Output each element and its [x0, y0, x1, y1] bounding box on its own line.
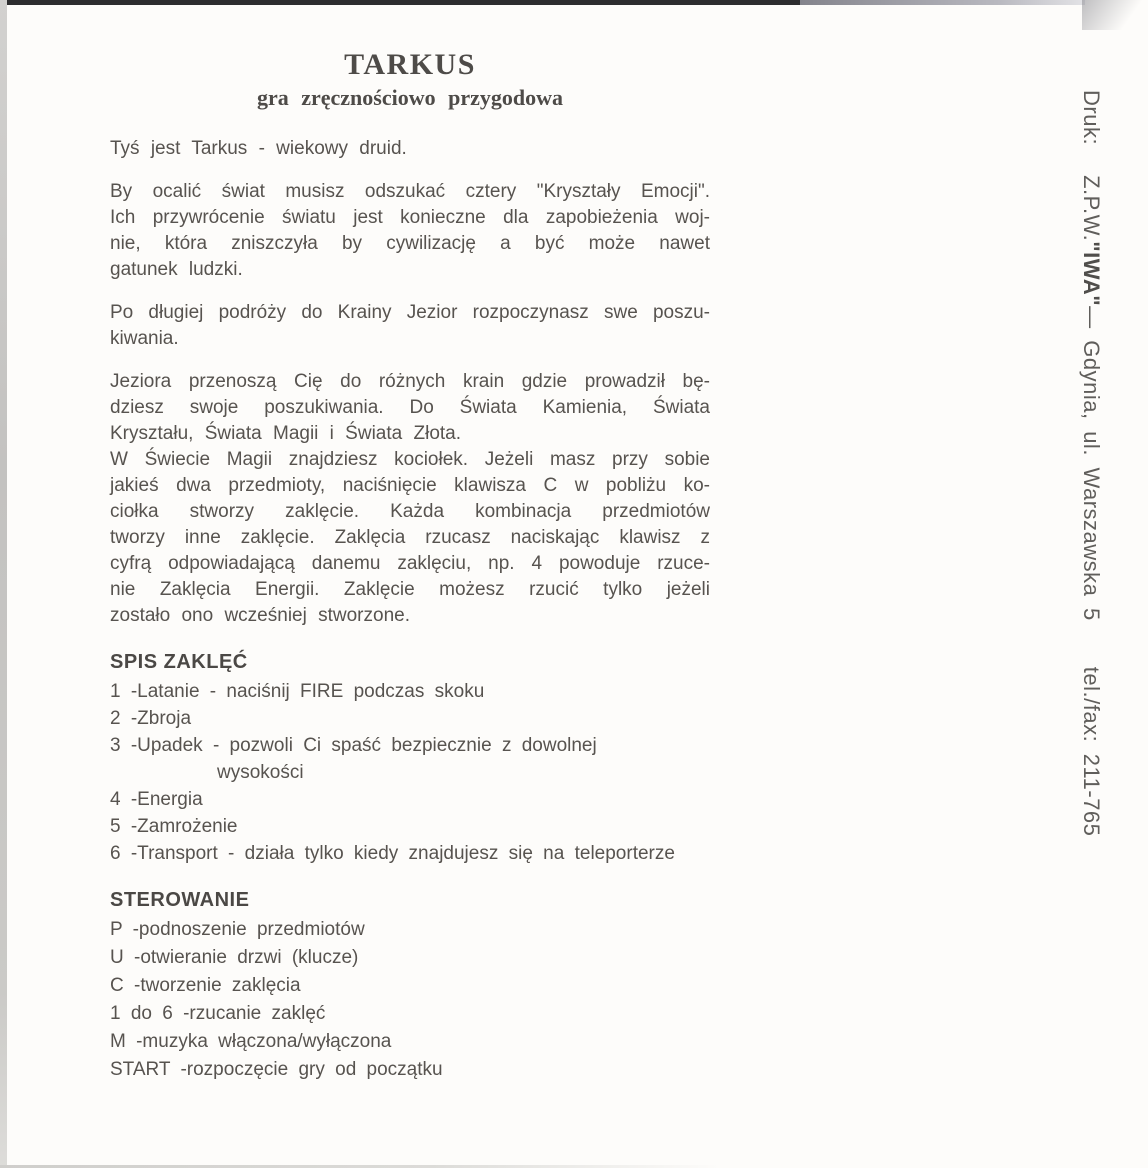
imprint-segment: — Gdynia, ul. Warszawska 5 [1079, 306, 1104, 621]
scan-edge-top-dark [0, 0, 800, 5]
control-item: M -muzyka włączona/wyłączona [110, 1031, 392, 1052]
control-item: U -otwieranie drzwi (klucze) [110, 947, 359, 968]
spells-section [110, 649, 710, 867]
text-line: By ocalić świat musisz odszukać cztery "Kryształy Emocji". [110, 181, 710, 202]
text-line: nie, która zniszczyła by cywilizację a być może nawet [110, 233, 710, 254]
spell-item: 4 -Energia [110, 789, 203, 810]
title-block [110, 48, 710, 112]
spell-item: 6 -Transport - działa tylko kiedy znajdujesz się na teleporterze [110, 843, 675, 864]
spells-list [110, 678, 710, 867]
text-line: tworzy inne zaklęcie. Zaklęcia rzucasz naciskając klawisz z [110, 527, 710, 548]
imprint-segment: "IWA" [1079, 241, 1104, 307]
text-line: Kryształu, Świata Magii i Świata Złota. [110, 423, 462, 444]
paragraph [110, 369, 710, 629]
controls-list [110, 916, 710, 1084]
text-line: kiwania. [110, 328, 179, 349]
spell-item: 3 -Upadek - pozwoli Ci spaść bezpiecznie z dowolnej [110, 735, 597, 756]
text-line: dziesz swoje poszukiwania. Do Świata Kamienia, Świata [110, 397, 710, 418]
control-item: P -podnoszenie przedmiotów [110, 919, 365, 940]
scan-corner-smudge [1082, 0, 1148, 30]
text-line: gatunek ludzki. [110, 259, 243, 280]
text-line: Tyś jest Tarkus - wiekowy druid. [110, 138, 407, 159]
printer-imprint [1078, 90, 1104, 836]
paragraph [110, 136, 710, 162]
spell-item: wysokości [217, 762, 304, 783]
manual-text-column [110, 48, 710, 1084]
controls-section [110, 887, 710, 1084]
control-item: START -rozpoczęcie gry od początku [110, 1059, 443, 1080]
spell-item: 5 -Zamrożenie [110, 816, 238, 837]
text-line: cyfrą odpowiadającą danemu zaklęciu, np. 4 powoduje rzuce- [110, 553, 710, 574]
game-title: TARKUS [344, 48, 476, 81]
text-line: Jeziora przenoszą Cię do różnych krain gdzie prowadził bę- [110, 371, 710, 392]
text-line: Po długiej podróży do Krainy Jezior rozpoczynasz swe poszu- [110, 302, 710, 323]
text-line: nie Zaklęcia Energii. Zaklęcie możesz rzucić tylko jeżeli [110, 579, 710, 600]
text-line: jakieś dwa przedmioty, naciśnięcie klawisza C w pobliżu ko- [110, 475, 710, 496]
text-line: Ich przywrócenie światu jest konieczne dla zapobieżenia woj- [110, 207, 710, 228]
scan-edge-left [0, 0, 7, 1168]
imprint-segment: tel./fax: 211-765 [1079, 666, 1104, 837]
paragraph [110, 300, 710, 352]
control-item: 1 do 6 -rzucanie zaklęć [110, 1003, 326, 1024]
paragraph [110, 179, 710, 283]
text-line: ciołka stworzy zaklęcie. Każda kombinacja przedmiotów [110, 501, 710, 522]
controls-heading: STEROWANIE [110, 889, 250, 911]
text-line: zostało ono wcześniej stworzone. [110, 605, 410, 626]
imprint-segment: Z.P.W. [1079, 175, 1104, 242]
spells-heading: SPIS ZAKLĘĆ [110, 651, 248, 673]
spell-item: 1 -Latanie - naciśnij FIRE podczas skoku [110, 681, 485, 702]
spell-item: 2 -Zbroja [110, 708, 192, 729]
control-item: C -tworzenie zaklęcia [110, 975, 301, 996]
text-line: W Świecie Magii znajdziesz kociołek. Jeżeli masz przy sobie [110, 449, 710, 470]
story-paragraphs [110, 136, 710, 629]
scan-edge-top-gray [800, 0, 1085, 5]
imprint-segment: Druk: [1079, 90, 1104, 146]
game-subtitle: gra zręcznościowo przygodowa [256, 85, 564, 110]
